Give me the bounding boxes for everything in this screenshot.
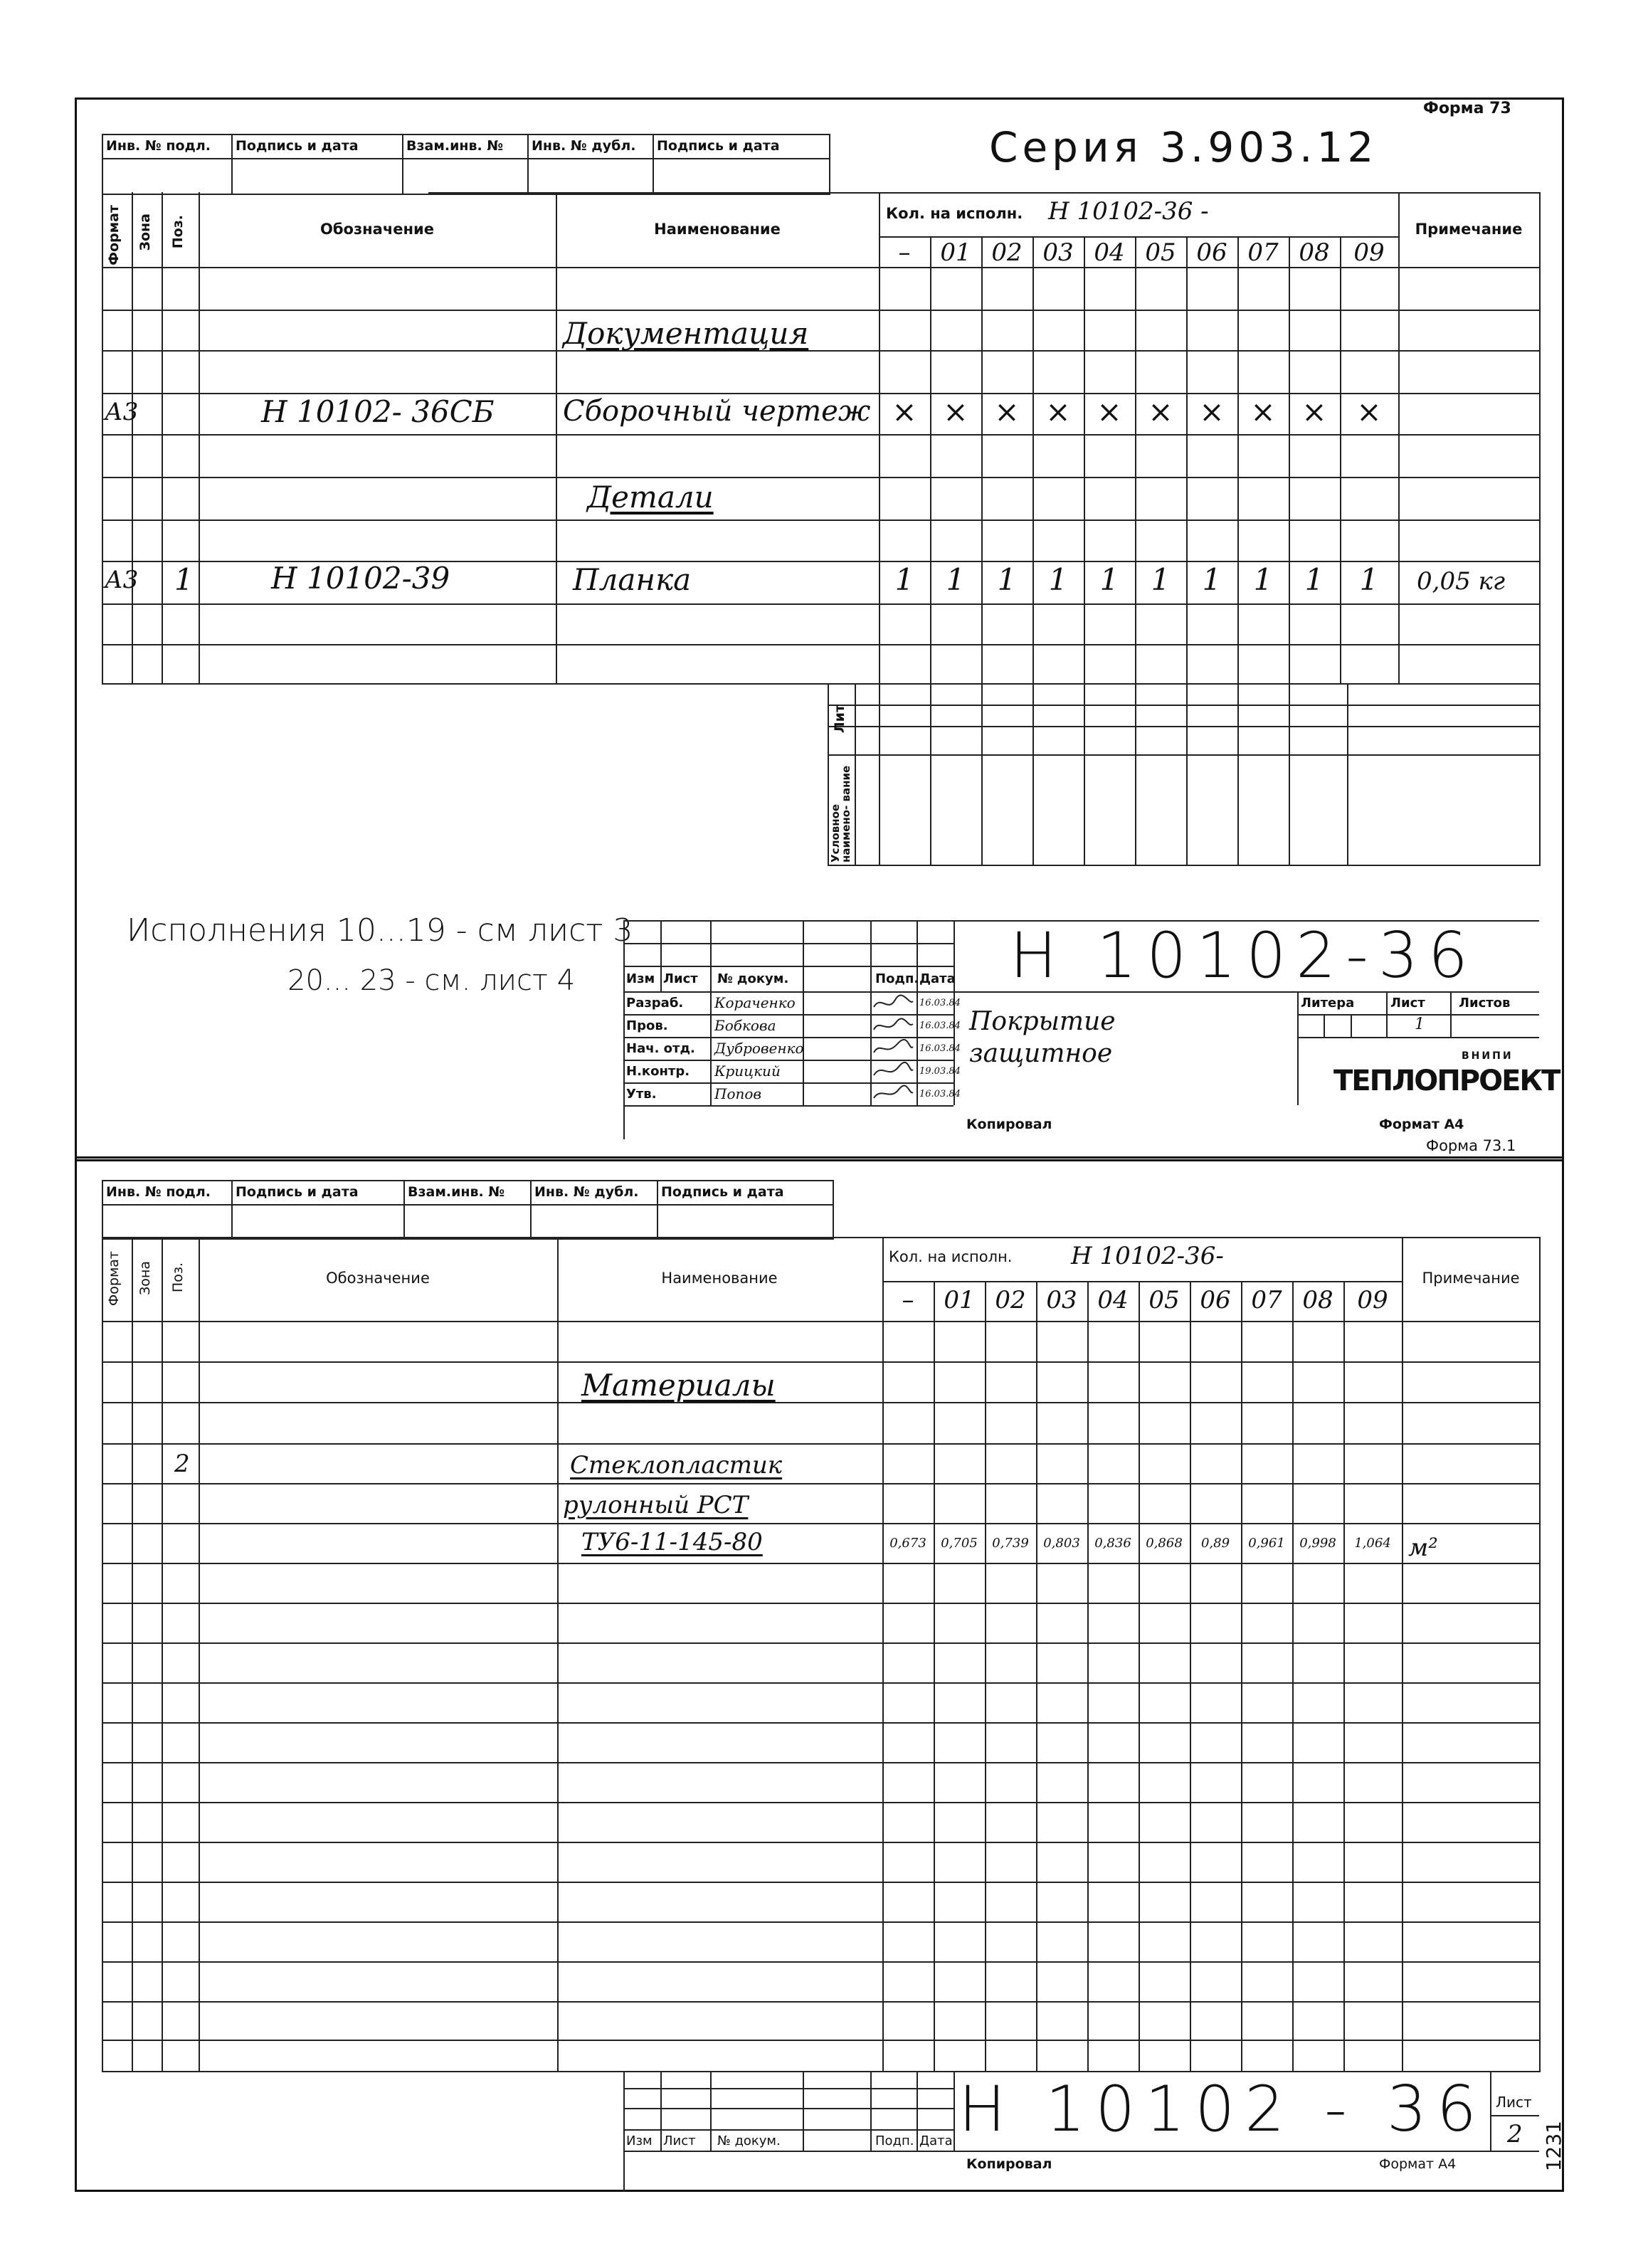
s2-value-9: 1,064 (1354, 1536, 1391, 1551)
sheet-2-form-label: Форма 73.1 (1426, 1137, 1516, 1154)
stamp2-inv-podl: Инв. № подл. (106, 1184, 211, 1200)
lists-label: Листов (1459, 996, 1511, 1011)
s2-value-0: 0,673 (889, 1536, 926, 1551)
tb2-hdr-list: Лист (663, 2133, 696, 2148)
variant-06: 06 (1196, 238, 1227, 267)
format-label-2: Формат А4 (1379, 2156, 1457, 2172)
role-prov: Пров. (626, 1018, 668, 1033)
org-name: ТЕПЛОПРОЕКТ (1333, 1065, 1560, 1097)
stamp2-sign-date-2: Подпись и дата (661, 1184, 784, 1200)
stamp-sign-date: Подпись и дата (236, 138, 359, 154)
row-1-format: А3 (105, 398, 139, 426)
s2-row-pos: 2 (174, 1450, 190, 1478)
row-1-value-4: × (1097, 394, 1122, 429)
role-razrab: Разраб. (626, 996, 684, 1011)
row-3-name: Планка (573, 562, 692, 597)
list-value: 1 (1415, 1016, 1425, 1033)
header-format: Формат (106, 205, 122, 265)
conditional-name-label: Условное наимено- вание (829, 765, 852, 863)
s2-variant-09: 09 (1357, 1286, 1388, 1314)
title-code-1: Н 10102-36 (1010, 919, 1478, 992)
spec-table-2 (102, 1237, 1541, 2072)
row-1-value-8: × (1301, 394, 1327, 429)
role-utv: Утв. (626, 1087, 657, 1102)
s2-header-name: Наименование (661, 1270, 778, 1287)
variant-03: 03 (1042, 238, 1074, 267)
s2-value-3: 0,803 (1043, 1536, 1080, 1551)
variant-0: – (898, 238, 911, 267)
role-nach: Нач. отд. (626, 1041, 695, 1056)
row-3-value-5: 1 (1151, 562, 1171, 597)
variants-note-2: 20... 23 - см. лист 4 (287, 964, 576, 997)
title-block-2 (623, 2071, 1539, 2192)
tb2-hdr-doc: № докум. (717, 2133, 781, 2148)
row-1-value-9: × (1356, 394, 1382, 429)
variant-04: 04 (1094, 238, 1125, 267)
s2-header-format: Формат (106, 1251, 122, 1307)
copied-label-2: Копировал (966, 2156, 1052, 2172)
row-3-value-7: 1 (1253, 562, 1273, 597)
tb-hdr-izm: Изм (626, 971, 655, 986)
s2-unit: м² (1408, 1534, 1438, 1562)
stamp-inv-dubl: Инв. № дубл. (532, 138, 636, 154)
list-label: Лист (1390, 996, 1425, 1011)
header-note: Примечание (1415, 221, 1523, 238)
row-3-note: 0,05 кг (1417, 567, 1505, 596)
name-utv: Попов (714, 1085, 762, 1102)
role-nkontr: Н.контр. (626, 1064, 690, 1079)
row-3-value-9: 1 (1359, 562, 1379, 597)
header-qty-label: Кол. на исполн. (886, 205, 1023, 222)
row-1-name: Сборочный чертеж (563, 395, 871, 428)
row-3-value-1: 1 (946, 562, 966, 597)
stamp-sign-date-2: Подпись и дата (657, 138, 780, 154)
row-3-format: А3 (105, 566, 139, 594)
s2-value-2: 0,739 (992, 1536, 1029, 1551)
s2-variant-07: 07 (1251, 1286, 1282, 1314)
document-title: Покрытие защитное (969, 1007, 1116, 1068)
s2-header-qty-label: Кол. на исполн. (889, 1248, 1013, 1265)
row-1-value-2: × (994, 394, 1020, 429)
tb2-list-value: 2 (1507, 2120, 1523, 2148)
s2-variant-02: 02 (995, 1286, 1026, 1314)
spec-table-1 (102, 192, 1541, 685)
s2-variant-04: 04 (1097, 1286, 1129, 1314)
side-page-number: 1231 (1542, 2121, 1565, 2172)
material-line-1: Стеклопластик (570, 1451, 783, 1480)
top-stamp-2 (102, 1180, 834, 1240)
s2-header-note: Примечание (1422, 1270, 1520, 1287)
top-stamp-1 (102, 134, 830, 195)
s2-header-pos: Поз. (170, 1262, 186, 1293)
row-3-value-8: 1 (1304, 562, 1324, 597)
date-nkontr: 19.03.84 (919, 1066, 961, 1077)
s2-value-8: 0,998 (1299, 1536, 1336, 1551)
row-3-value-4: 1 (1099, 562, 1119, 597)
section-materials: Материалы (581, 1368, 776, 1403)
s2-variant-01: 01 (944, 1286, 975, 1314)
row-1-value-5: × (1148, 394, 1173, 429)
row-3-pos: 1 (174, 562, 194, 597)
s2-value-5: 0,868 (1146, 1536, 1183, 1551)
row-1-value-1: × (943, 394, 968, 429)
row-3-value-3: 1 (1048, 562, 1068, 597)
stamp2-sign-date: Подпись и дата (236, 1184, 359, 1200)
sheet-1-form-label: Форма 73 (1423, 100, 1511, 117)
tb2-hdr-date: Дата (919, 2133, 953, 2148)
date-prov: 16.03.84 (919, 1020, 961, 1031)
stamp-vzam: Взам.инв. № (406, 138, 504, 154)
org-small: ВНИПИ (1462, 1050, 1514, 1062)
s2-value-4: 0,836 (1094, 1536, 1131, 1551)
s2-header-zone: Зона (137, 1261, 153, 1295)
date-razrab: 16.03.84 (919, 998, 961, 1008)
row-3-value-2: 1 (997, 562, 1017, 597)
row-3-value-0: 1 (894, 562, 914, 597)
s2-variant-03: 03 (1046, 1286, 1077, 1314)
lit-block (828, 683, 1541, 866)
tb-hdr-sign: Подп. (875, 971, 919, 986)
variant-07: 07 (1247, 238, 1279, 267)
name-prov: Бобкова (714, 1017, 776, 1034)
variants-note-1: Исполнения 10...19 - см лист 3 (127, 912, 633, 949)
copied-label-1: Копировал (966, 1117, 1052, 1132)
s2-value-1: 0,705 (941, 1536, 978, 1551)
s2-header-qty-code: Н 10102-36- (1071, 1242, 1224, 1270)
lit-label: Лит (832, 705, 847, 734)
stamp2-inv-dubl: Инв. № дубл. (534, 1184, 639, 1200)
s2-variant-08: 08 (1302, 1286, 1333, 1314)
header-zone: Зона (137, 213, 153, 251)
format-label-1: Формат А4 (1379, 1117, 1464, 1132)
variant-02: 02 (991, 238, 1023, 267)
row-3-value-6: 1 (1202, 562, 1222, 597)
row-1-value-3: × (1045, 394, 1071, 429)
row-1-designation: Н 10102- 36СБ (261, 394, 495, 429)
name-nkontr: Крицкий (714, 1062, 781, 1080)
name-nach: Дубровенко (714, 1040, 804, 1057)
tb-hdr-list: Лист (663, 971, 698, 986)
series-title: Серия 3.903.12 (989, 123, 1378, 172)
s2-value-6: 0,89 (1200, 1536, 1230, 1551)
s2-variant-0: – (902, 1286, 914, 1314)
header-pos: Поз. (170, 215, 186, 249)
header-designation: Обозначение (320, 221, 434, 238)
s2-variant-05: 05 (1148, 1286, 1180, 1314)
tb2-hdr-sign: Подп. (875, 2133, 914, 2148)
section-documentation: Документация (563, 316, 809, 351)
name-razrab: Кораченко (714, 994, 796, 1011)
material-line-2: рулонный РСТ (563, 1491, 749, 1519)
stamp-inv-podl: Инв. № подл. (106, 138, 211, 154)
variant-08: 08 (1299, 238, 1330, 267)
variant-05: 05 (1145, 238, 1176, 267)
row-1-value-6: × (1199, 394, 1225, 429)
signature-marks (870, 991, 917, 1105)
s2-variant-06: 06 (1200, 1286, 1231, 1314)
material-line-3: ТУ6-11-145-80 (581, 1528, 763, 1556)
date-utv: 16.03.84 (919, 1089, 961, 1099)
title-block-1 (623, 919, 1560, 1139)
tb2-hdr-izm: Изм (626, 2133, 653, 2148)
tb2-list-label: Лист (1496, 2094, 1532, 2111)
s2-header-designation: Обозначение (326, 1270, 430, 1287)
stamp2-vzam: Взам.инв. № (408, 1184, 505, 1200)
tb-hdr-doc: № докум. (717, 971, 789, 986)
title-code-2: Н 10102 - 36 (958, 2072, 1486, 2146)
litera-label: Литера (1301, 996, 1355, 1011)
header-qty-code: Н 10102-36 - (1048, 197, 1209, 226)
variant-01: 01 (940, 238, 971, 267)
date-nach: 16.03.84 (919, 1043, 961, 1054)
header-name: Наименование (654, 221, 781, 238)
row-1-value-7: × (1250, 394, 1276, 429)
row-1-value-0: × (892, 394, 917, 429)
tb-hdr-date: Дата (919, 971, 956, 986)
variant-09: 09 (1353, 238, 1385, 267)
row-3-designation: Н 10102-39 (271, 561, 450, 596)
section-details: Детали (587, 480, 714, 515)
s2-value-7: 0,961 (1248, 1536, 1285, 1551)
